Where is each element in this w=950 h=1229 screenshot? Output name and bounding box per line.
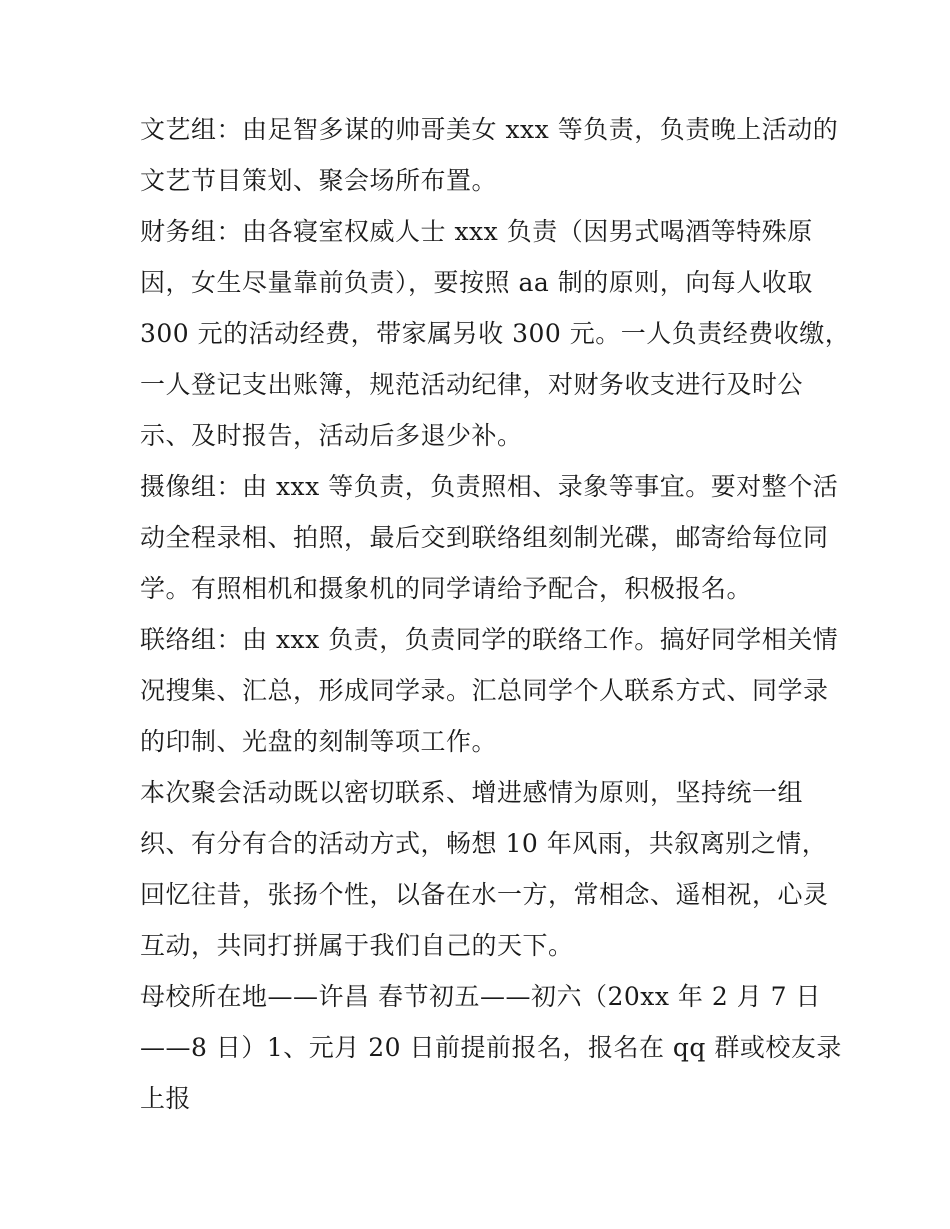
text-line: 联络组：由 xxx 负责，负责同学的联络工作。搞好同学相关情 (140, 625, 839, 654)
text-line: 示、及时报告，活动后多退少补。 (140, 421, 523, 450)
text-line: 况搜集、汇总，形成同学录。汇总同学个人联系方式、同学录 (140, 676, 829, 705)
text-line: ——8 日）1、元月 20 日前提前报名，报名在 qq 群或校友录 (140, 1033, 842, 1062)
text-line: 学。有照相机和摄象机的同学请给予配合，积极报名。 (140, 574, 753, 603)
text-line: 一人登记支出账簿，规范活动纪律，对财务收支进行及时公 (140, 370, 804, 399)
text-line: 文艺节目策划、聚会场所布置。 (140, 166, 498, 195)
text-line: 因，女生尽量靠前负责），要按照 aa 制的原则，向每人收取 (140, 268, 813, 297)
text-line: 上报 (140, 1084, 192, 1113)
text-line: 回忆往昔，张扬个性，以备在水一方，常相念、遥相祝，心灵 (140, 880, 829, 909)
document-body (140, 104, 851, 1124)
text-line: 300 元的活动经费，带家属另收 300 元。一人负责经费收缴， (140, 319, 851, 348)
text-line: 母校所在地——许昌 春节初五——初六（20xx 年 2 月 7 日 (140, 982, 822, 1011)
text-line: 文艺组：由足智多谋的帅哥美女 xxx 等负责，负责晚上活动的 (140, 115, 839, 144)
text-line: 互动，共同打拼属于我们自己的天下。 (140, 931, 574, 960)
text-line: 财务组：由各寝室权威人士 xxx 负责（因男式喝酒等特殊原 (140, 217, 813, 246)
text-line: 动全程录相、拍照，最后交到联络组刻制光碟，邮寄给每位同 (140, 523, 829, 552)
text-line: 摄像组：由 xxx 等负责，负责照相、录象等事宜。要对整个活 (140, 472, 839, 501)
text-line: 的印制、光盘的刻制等项工作。 (140, 727, 498, 756)
text-line: 本次聚会活动既以密切联系、增进感情为原则，坚持统一组 (140, 778, 804, 807)
text-line: 织、有分有合的活动方式，畅想 10 年风雨，共叙离别之情， (140, 829, 828, 858)
